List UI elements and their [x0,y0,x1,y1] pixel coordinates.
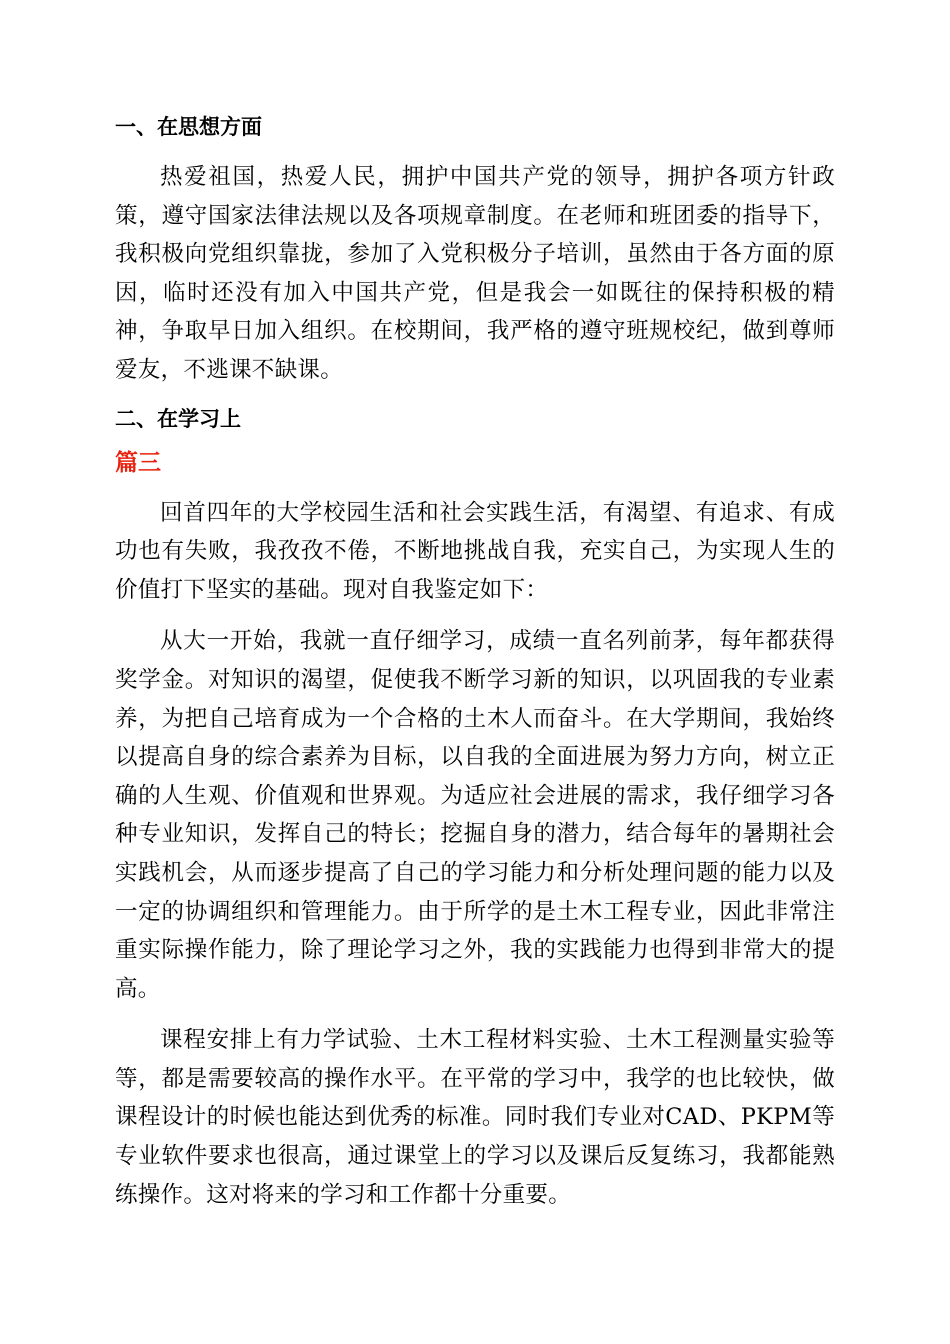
heading-study: 二、在学习上 [115,406,241,431]
heading-ideology: 一、在思想方面 [115,115,262,139]
paragraph-courses: 课程安排上有力学试验、土木工程材料实验、土木工程测量实验等等，都是需要较高的操作水平。在平常的学习中，我学的也比较快，做课程设计的时候也能达到优秀的标准。同时我们专业对CAD、PKPM等专业软件要求也很高，通过课堂上的学习以及课后反复练习，我都能熟练操作。这对将来的学习和工作都十分重要。 [115,1027,835,1208]
paragraph-learning: 从大一开始，我就一直仔细学习，成绩一直名列前茅，每年都获得奖学金。对知识的渴望，促使我不断学习新的知识，以巩固我的专业素养，为把自己培育成为一个合格的土木人而奋斗。在大学期间，我始终以提高自身的综合素养为目标，以自我的全面进展为努力方向，树立正确的人生观、价值观和世界观。为适应社会进展的需求，我仔细学习各种专业知识，发挥自己的特长；挖掘自身的潜力，结合每年的暑期社会实践机会，从而逐步提高了自己的学习能力和分析处理问题的能力以及一定的协调组织和管理能力。由于所学的是土木工程专业，因此非常注重实际操作能力，除了理论学习之外，我的实践能力也得到非常大的提高。 [115,628,835,1002]
paragraph-review: 回首四年的大学校园生活和社会实践生活，有渴望、有追求、有成功也有失败，我孜孜不倦，不断地挑战自我，充实自己，为实现人生的价值打下坚实的基础。现对自我鉴定如下： [115,499,835,603]
section-title: 篇三 [115,449,161,476]
document-page [115,112,835,1214]
paragraph-ideology: 热爱祖国，热爱人民，拥护中国共产党的领导，拥护各项方针政策，遵守国家法律法规以及各项规章制度。在老师和班团委的指导下，我积极向党组织靠拢，参加了入党积极分子培训，虽然由于各方面的原因，临时还没有加入中国共产党，但是我会一如既往的保持积极的精神，争取早日加入组织。在校期间，我严格的遵守班规校纪，做到尊师爱友，不逃课不缺课。 [115,164,835,383]
